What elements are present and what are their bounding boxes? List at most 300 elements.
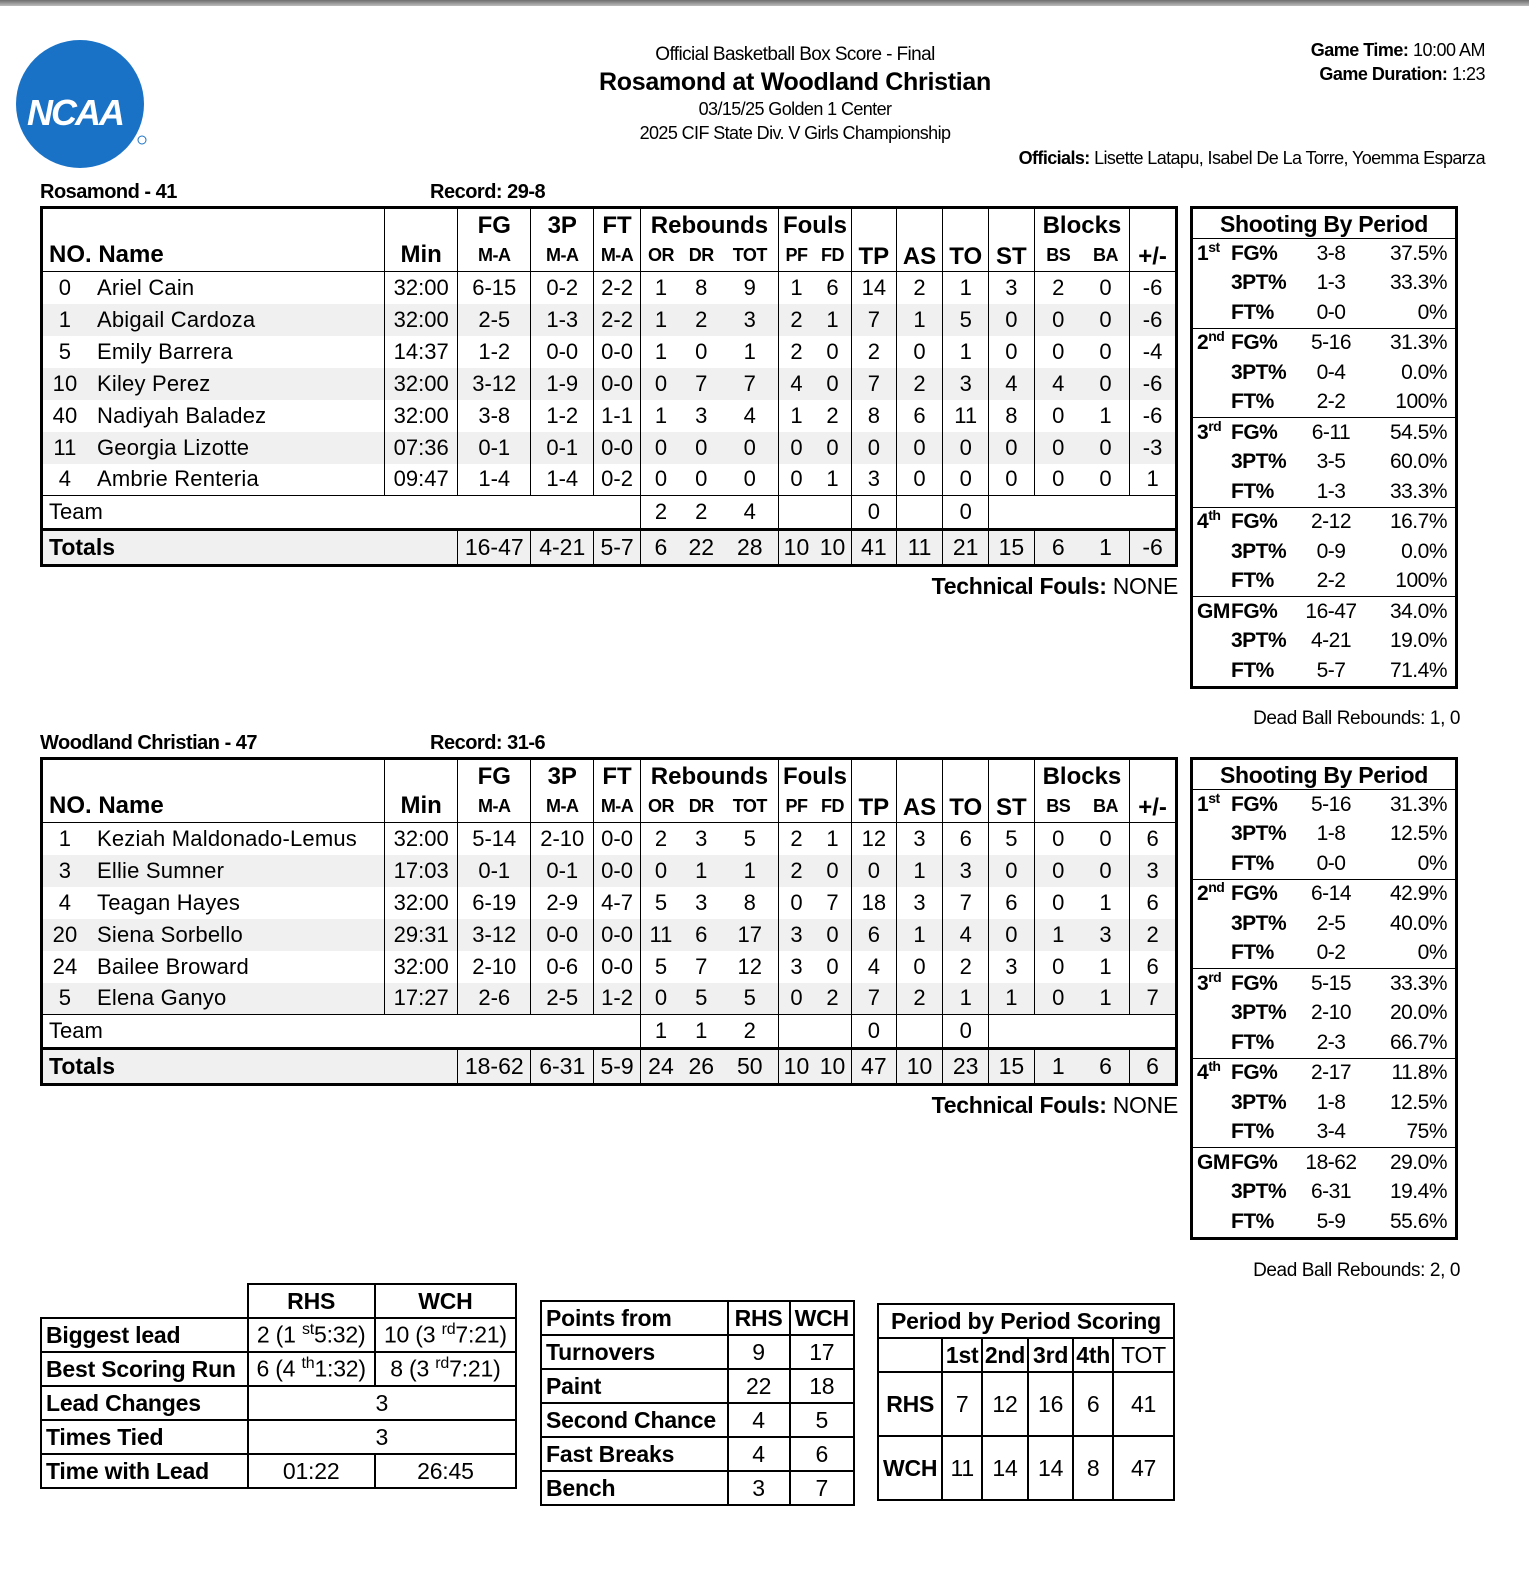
player-or: 0 [640, 983, 681, 1015]
player-row [42, 951, 1177, 983]
player-to: 3 [943, 855, 989, 887]
sbp-pct: 33.3% [1389, 971, 1447, 995]
player-dr: 2 [681, 304, 722, 336]
team-row [42, 496, 1177, 530]
player-min: 14:37 [385, 336, 458, 368]
col-as: AS [896, 759, 943, 823]
col-ft-ma: M-A [594, 791, 641, 823]
player-tp: 14 [852, 272, 897, 304]
player-ba: 0 [1082, 855, 1130, 887]
col-fg: FG [458, 208, 531, 240]
sbp-row [1193, 269, 1455, 299]
player-name: Georgia Lizotte [97, 434, 250, 460]
totals-fg: 18-62 [458, 1049, 531, 1085]
sbp-period: GM [1197, 1150, 1230, 1174]
player-fd: 1 [814, 823, 852, 855]
player-st: 0 [989, 304, 1035, 336]
player-tp: 0 [852, 855, 897, 887]
top-border [0, 0, 1529, 6]
sbp-row [1193, 537, 1455, 567]
team-dr: 2 [681, 496, 722, 530]
player-row [42, 432, 1177, 464]
tech-value: NONE [1112, 573, 1178, 599]
player-st: 0 [989, 919, 1035, 951]
player-pf: 0 [778, 432, 814, 464]
player-pf: 0 [778, 983, 814, 1015]
player-name: Ariel Cain [97, 274, 195, 300]
player-or: 5 [654, 889, 668, 915]
player-bs: 0 [1052, 889, 1065, 915]
player-fd: 1 [814, 304, 852, 336]
lead-changes-label: Lead Changes [41, 1386, 248, 1420]
sbp-period-suffix: nd [1208, 328, 1225, 345]
sbp-stat: FT% [1231, 390, 1274, 414]
totals-pf: 10 [778, 530, 814, 566]
player-tot: 5 [722, 983, 779, 1015]
report-header [500, 42, 1090, 145]
player-or: 1 [654, 274, 668, 300]
player-as: 2 [896, 272, 943, 304]
player-ba: 1 [1082, 400, 1130, 432]
player-no-name [42, 919, 385, 951]
biggest-lead-rhs: 2 (1 $^{st}$5:32) [248, 1318, 375, 1352]
team-row-label: Team [42, 1015, 641, 1049]
period-col: TOT [1113, 1338, 1174, 1372]
team-tot: 4 [722, 496, 779, 530]
sbp-period-group [1193, 508, 1455, 598]
player-st: 3 [989, 951, 1035, 983]
player-st: 0 [989, 336, 1035, 368]
player-dr: 0 [695, 466, 708, 492]
player-to: 5 [943, 304, 989, 336]
player-dr: 6 [681, 919, 722, 951]
player-no-name [42, 951, 385, 983]
player-as: 2 [896, 983, 943, 1015]
col-to: TO [943, 759, 989, 823]
player-tot: 12 [722, 951, 779, 983]
player-fg: 0-1 [458, 855, 531, 887]
player-no-name [42, 887, 385, 919]
player-fg: 1-2 [458, 336, 531, 368]
sbp-stat: FG% [1231, 971, 1278, 995]
player-or: 2 [654, 825, 668, 851]
player-st: 5 [989, 823, 1035, 855]
sbp-stat: FT% [1231, 941, 1274, 965]
sbp-row [1193, 597, 1455, 627]
sbp-period-group [1193, 880, 1455, 970]
sbp-period-suffix: st [1208, 789, 1220, 806]
player-p3: 2-5 [531, 983, 594, 1015]
points-from-row [541, 1369, 854, 1403]
player-dr: 8 [695, 274, 708, 300]
sbp-period: 1st [1197, 789, 1220, 816]
player-ft: 0-0 [594, 951, 641, 983]
points-from-row [541, 1403, 854, 1437]
player-or: 0 [640, 368, 681, 400]
sbp-period-suffix: rd [1208, 968, 1222, 985]
points-from-row [541, 1335, 854, 1369]
team-dr: 1 [681, 1015, 722, 1049]
player-min: 32:00 [385, 304, 458, 336]
player-dr: 7 [681, 368, 722, 400]
game-title: Rosamond at Woodland Christian [599, 68, 991, 96]
sbp-pct: 33.3% [1389, 479, 1447, 503]
player-bs: 0 [1034, 304, 1082, 336]
points-from-row [541, 1437, 854, 1471]
sbp-row [1193, 567, 1455, 597]
sbp-stat: FT% [1231, 300, 1274, 324]
totals-pf: 10 [778, 1049, 814, 1085]
period-col: 2nd [982, 1338, 1028, 1372]
player-fd: 0 [814, 368, 852, 400]
player-min: 07:36 [385, 432, 458, 464]
team-rest [989, 496, 1177, 530]
team-row-label: Team [42, 496, 641, 530]
sbp-period: 3rd [1197, 417, 1222, 444]
points-from-wch: 17 [790, 1335, 854, 1369]
player-name: Abigail Cardoza [97, 306, 256, 332]
sbp-period-group [1193, 418, 1455, 508]
sbp-made-att: 5-7 [1316, 658, 1346, 682]
player-pm: -3 [1130, 432, 1177, 464]
sbp-stat: FG% [1231, 882, 1278, 906]
player-min: 32:00 [385, 951, 458, 983]
totals-bs: 6 [1034, 530, 1082, 566]
player-as: 1 [896, 304, 943, 336]
player-name: Elena Ganyo [97, 985, 227, 1011]
period-header-row [878, 1338, 1174, 1372]
player-as: 3 [896, 823, 943, 855]
player-ft: 0-0 [594, 368, 641, 400]
col-bs: BS [1034, 240, 1082, 272]
player-no-name [42, 400, 385, 432]
sbp-stat: 3PT% [1231, 360, 1287, 384]
sbp-stat: 3PT% [1231, 539, 1287, 563]
player-or: 1 [654, 402, 668, 428]
sbp-row [1193, 656, 1455, 686]
sbp-pct: 0.0% [1401, 539, 1447, 563]
player-dr: 5 [681, 983, 722, 1015]
sbp-pct: 12.5% [1389, 1090, 1447, 1114]
player-pf: 2 [790, 825, 803, 851]
sbp-made-att: 18-62 [1305, 1150, 1357, 1174]
sbp-made-att: 1-3 [1316, 479, 1346, 503]
sbp-row [1193, 477, 1455, 507]
team-as [896, 1015, 943, 1049]
sbp-stat: FG% [1231, 331, 1278, 355]
player-tot: 8 [722, 887, 779, 919]
col-plus-minus: +/- [1130, 208, 1177, 272]
sbp-pct: 75% [1406, 1120, 1447, 1144]
sbp-pct: 31.3% [1389, 331, 1447, 355]
player-min: 32:00 [385, 400, 458, 432]
totals-pm: 6 [1130, 1049, 1177, 1085]
player-to: 6 [943, 823, 989, 855]
col-wch: WCH [790, 1301, 854, 1335]
sbp-made-att: 3-4 [1316, 1120, 1346, 1144]
totals-tp: 41 [852, 530, 897, 566]
event-name: 2025 CIF State Div. V Girls Championship [639, 123, 951, 143]
player-to: 7 [943, 887, 989, 919]
col-rebounds: Rebounds [640, 208, 778, 240]
player-number: 5 [58, 985, 72, 1011]
team-or: 2 [640, 496, 681, 530]
sbp-period-group [1193, 1059, 1455, 1149]
player-pm: 2 [1130, 919, 1177, 951]
player-tp: 7 [852, 304, 897, 336]
player-fg: 1-4 [458, 464, 531, 496]
sbp-pct: 100% [1395, 569, 1447, 593]
player-fd: 0 [814, 951, 852, 983]
player-pf: 3 [778, 919, 814, 951]
period-score: 47 [1113, 1436, 1174, 1500]
sbp-made-att: 2-12 [1310, 510, 1352, 534]
sbp-made-att: 4-21 [1310, 629, 1352, 653]
col-ft-ma: M-A [594, 240, 641, 272]
team-1-dead-ball-rebounds: Dead Ball Rebounds: 1, 0 [1253, 708, 1460, 729]
player-name: Emily Barrera [97, 338, 233, 364]
best-run-rhs: 6 (4 $^{th}$1:32) [248, 1352, 375, 1386]
col-fg-ma: M-A [458, 791, 531, 823]
player-row [42, 464, 1177, 496]
player-min: 17:27 [385, 983, 458, 1015]
totals-st: 15 [989, 1049, 1035, 1085]
player-pm: -6 [1142, 274, 1163, 300]
totals-p3: 6-31 [531, 1049, 594, 1085]
sbp-stat: 3PT% [1231, 271, 1287, 295]
player-number: 4 [58, 466, 72, 492]
player-number: 0 [58, 274, 72, 300]
sbp-period-suffix: rd [1208, 417, 1222, 434]
player-pm: -6 [1130, 368, 1177, 400]
player-pf: 1 [790, 402, 803, 428]
team-tot: 2 [722, 1015, 779, 1049]
player-name: Siena Sorbello [97, 921, 243, 947]
player-to: 3 [943, 368, 989, 400]
player-tp: 12 [852, 823, 897, 855]
sbp-made-att: 5-16 [1310, 792, 1352, 816]
player-as: 6 [896, 400, 943, 432]
period-score: 6 [1073, 1372, 1113, 1436]
player-tot: 1 [722, 855, 779, 887]
sbp-row [1193, 358, 1455, 388]
sbp-made-att: 5-15 [1310, 971, 1352, 995]
report-subtitle: Official Basketball Box Score - Final [655, 44, 935, 65]
player-number: 1 [58, 306, 72, 332]
sbp-pct: 31.3% [1389, 792, 1447, 816]
sbp-stat: FG% [1231, 1150, 1278, 1174]
sbp-title: Shooting By Period [1193, 760, 1455, 790]
player-number: 40 [52, 402, 78, 428]
col-as: AS [896, 208, 943, 272]
player-row [42, 304, 1177, 336]
sbp-row [1193, 1207, 1455, 1237]
player-name: Nadiyah Baladez [97, 402, 267, 428]
period-col: 1st [942, 1338, 982, 1372]
player-or: 5 [654, 953, 668, 979]
player-p3: 0-2 [531, 272, 594, 304]
col-dr: DR [681, 240, 722, 272]
player-pf: 2 [778, 304, 814, 336]
sbp-period-group [1193, 1148, 1455, 1237]
player-tot: 0 [722, 432, 779, 464]
sbp-title: Shooting By Period [1193, 209, 1455, 239]
player-to: 0 [943, 464, 989, 496]
player-pm: -4 [1142, 338, 1163, 364]
sbp-pct: 19.4% [1389, 1180, 1447, 1204]
sbp-made-att: 0-9 [1316, 539, 1346, 563]
sbp-made-att: 5-9 [1316, 1209, 1346, 1233]
player-tp: 7 [852, 368, 897, 400]
sbp-row [1193, 298, 1455, 328]
player-dr: 3 [695, 825, 708, 851]
sbp-row [1193, 329, 1455, 359]
points-from-rhs: 4 [728, 1403, 790, 1437]
player-p3: 0-0 [531, 919, 594, 951]
team-to: 0 [943, 496, 989, 530]
totals-pm: -6 [1130, 530, 1177, 566]
times-tied-label: Times Tied [41, 1420, 248, 1454]
team-row [42, 1015, 1177, 1049]
sbp-made-att: 2-5 [1316, 911, 1346, 935]
totals-row [42, 530, 1177, 566]
sbp-stat: 3PT% [1231, 911, 1287, 935]
player-bs: 0 [1052, 402, 1065, 428]
player-ba: 0 [1082, 823, 1130, 855]
period-scoring-table [877, 1303, 1175, 1501]
totals-fd: 10 [814, 1049, 852, 1085]
sbp-row [1193, 1059, 1455, 1089]
player-ft: 2-2 [594, 272, 641, 304]
player-tot: 1 [722, 336, 779, 368]
officials-names: Lisette Latapu, Isabel De La Torre, Yoemma Esparza [1094, 148, 1485, 168]
sbp-pct: 16.7% [1389, 510, 1447, 534]
player-dr: 1 [681, 855, 722, 887]
sbp-period-group [1193, 969, 1455, 1059]
col-fouls: Fouls [778, 759, 851, 791]
sbp-made-att: 16-47 [1305, 599, 1357, 623]
date-venue: 03/15/25 Golden 1 Center [698, 99, 892, 119]
totals-dr: 22 [681, 530, 722, 566]
player-ba: 0 [1082, 304, 1130, 336]
player-fg: 2-6 [458, 983, 531, 1015]
player-fg: 2-10 [458, 951, 531, 983]
player-row [42, 919, 1177, 951]
player-name: Keziah Maldonado-Lemus [97, 825, 357, 851]
points-from-wch: 5 [790, 1403, 854, 1437]
player-no-name [42, 464, 385, 496]
player-bs: 1 [1034, 919, 1082, 951]
player-ft: 2-2 [594, 304, 641, 336]
sbp-period: 4th [1197, 507, 1221, 534]
game-time: 10:00 AM [1412, 40, 1485, 60]
sbp-pct: 42.9% [1389, 882, 1447, 906]
totals-ba: 1 [1082, 530, 1130, 566]
period-score: 16 [1028, 1372, 1073, 1436]
points-from-wch: 7 [790, 1471, 854, 1505]
col-blocks: Blocks [1034, 208, 1129, 240]
sbp-row [1193, 1028, 1455, 1058]
sbp-row [1193, 388, 1455, 418]
time-with-lead-wch: 26:45 [375, 1454, 516, 1488]
player-row [42, 855, 1177, 887]
player-tp: 3 [852, 464, 897, 496]
player-as: 1 [896, 919, 943, 951]
team-tp: 0 [852, 1015, 897, 1049]
player-bs: 4 [1034, 368, 1082, 400]
player-tot: 3 [722, 304, 779, 336]
sbp-made-att: 2-2 [1316, 569, 1346, 593]
player-or: 1 [640, 304, 681, 336]
sbp-stat: FG% [1231, 241, 1278, 265]
player-st: 3 [989, 272, 1035, 304]
player-name: Bailee Broward [97, 953, 249, 979]
player-dr: 0 [695, 338, 708, 364]
totals-label: Totals [42, 1049, 458, 1085]
player-fg: 5-14 [458, 823, 531, 855]
sbp-stat: 3PT% [1231, 1001, 1287, 1025]
sbp-row [1193, 939, 1455, 969]
col-3p: 3P [531, 208, 594, 240]
player-fg: 6-15 [458, 272, 531, 304]
player-to: 1 [943, 336, 989, 368]
duration-label: Game Duration: [1319, 64, 1448, 84]
tech-label: Technical Fouls: [931, 1092, 1107, 1118]
player-tot: 7 [722, 368, 779, 400]
player-name: Ellie Sumner [97, 857, 225, 883]
player-tot: 5 [722, 823, 779, 855]
period-score-row [878, 1436, 1174, 1500]
team-1-shooting-by-period [1190, 206, 1458, 689]
sbp-stat: FG% [1231, 599, 1278, 623]
totals-row [42, 1049, 1177, 1085]
col-ft: FT [594, 759, 641, 791]
player-ba: 1 [1082, 887, 1130, 919]
player-min: 32:00 [385, 823, 458, 855]
player-pf: 0 [790, 466, 803, 492]
period-team: WCH [878, 1436, 942, 1500]
sbp-made-att: 2-10 [1310, 1001, 1352, 1025]
points-from-label: Bench [541, 1471, 728, 1505]
player-fd: 2 [814, 983, 852, 1015]
col-rebounds: Rebounds [640, 759, 778, 791]
sbp-row [1193, 969, 1455, 999]
player-no-name [42, 855, 385, 887]
points-from-table [540, 1300, 855, 1506]
team-or: 1 [640, 1015, 681, 1049]
col-dr: DR [681, 791, 722, 823]
player-tot: 4 [722, 400, 779, 432]
totals-tp: 47 [852, 1049, 897, 1085]
player-bs: 0 [1052, 338, 1065, 364]
sbp-period: 3rd [1197, 968, 1222, 995]
player-st: 8 [989, 400, 1035, 432]
sbp-row [1193, 1178, 1455, 1208]
player-st: 1 [989, 983, 1035, 1015]
player-name: Ambrie Renteria [97, 466, 259, 492]
player-dr: 7 [695, 953, 708, 979]
points-from-header: Points from [541, 1301, 728, 1335]
player-ft: 1-2 [594, 983, 641, 1015]
sbp-pct: 0% [1417, 300, 1447, 324]
player-row [42, 336, 1177, 368]
player-bs: 0 [1052, 466, 1065, 492]
sbp-pct: 20.0% [1389, 1001, 1447, 1025]
sbp-stat: 3PT% [1231, 1180, 1287, 1204]
player-min: 32:00 [385, 368, 458, 400]
period-score: 41 [1113, 1372, 1174, 1436]
player-fg: 3-12 [458, 919, 531, 951]
